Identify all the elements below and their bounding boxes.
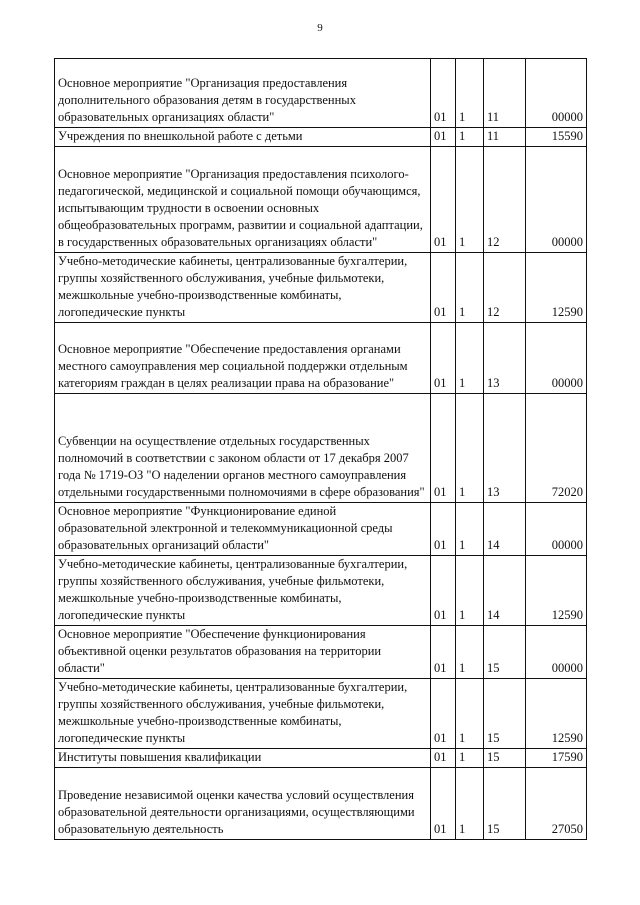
table-row (55, 253, 587, 323)
code-cell: 14 (484, 556, 526, 626)
row-name-cell: Основное мероприятие "Обеспечение функционирования объективной оценки результатов образования на территории области" (55, 626, 431, 679)
code-cell: 1 (456, 749, 484, 768)
table-row (55, 128, 587, 147)
code-cell: 01 (431, 59, 456, 128)
code-cell: 15 (484, 626, 526, 679)
code-cell: 1 (456, 768, 484, 840)
code-cell: 01 (431, 147, 456, 253)
table-row (55, 749, 587, 768)
code-cell: 72020 (526, 394, 587, 503)
code-cell: 01 (431, 679, 456, 749)
code-cell: 1 (456, 394, 484, 503)
table-row (55, 503, 587, 556)
code-cell: 1 (456, 147, 484, 253)
row-name-cell: Учебно-методические кабинеты, централизованные бухгалтерии, группы хозяйственного обслуживания, учебные фильмотеки, межшкольные учебно-производственные комбинаты, логопедические пункты (55, 679, 431, 749)
code-cell: 14 (484, 503, 526, 556)
row-name-cell: Институты повышения квалификации (55, 749, 431, 768)
code-cell: 11 (484, 128, 526, 147)
code-cell: 01 (431, 253, 456, 323)
code-cell: 00000 (526, 147, 587, 253)
code-cell: 01 (431, 503, 456, 556)
row-name-cell: Основное мероприятие "Организация предоставления психолого-педагогической, медицинской и социальной помощи обучающимся, испытывающим трудности в освоении основных общеобразовательных программ, развитии и социальной адаптации, в государственных образовательных организациях области" (55, 147, 431, 253)
row-name-cell: Субвенции на осуществление отдельных государственных полномочий в соответствии с законом области от 17 декабря 2007 года № 1719-ОЗ "О наделении органов местного самоуправления отдельными государственными полномочиями в сфере образования" (55, 394, 431, 503)
code-cell: 12 (484, 147, 526, 253)
row-name-cell: Учреждения по внешкольной работе с детьми (55, 128, 431, 147)
code-cell: 17590 (526, 749, 587, 768)
table-row (55, 626, 587, 679)
row-name-cell: Основное мероприятие "Функционирование единой образовательной электронной и телекоммуникационной среды образовательных организаций области" (55, 503, 431, 556)
row-name-cell: Учебно-методические кабинеты, централизованные бухгалтерии, группы хозяйственного обслуживания, учебные фильмотеки, межшкольные учебно-производственные комбинаты, логопедические пункты (55, 253, 431, 323)
table-row (55, 556, 587, 626)
code-cell: 12 (484, 253, 526, 323)
code-cell: 00000 (526, 323, 587, 394)
row-name-cell: Учебно-методические кабинеты, централизованные бухгалтерии, группы хозяйственного обслуживания, учебные фильмотеки, межшкольные учебно-производственные комбинаты, логопедические пункты (55, 556, 431, 626)
code-cell: 11 (484, 59, 526, 128)
row-name-cell: Проведение независимой оценки качества условий осуществления образовательной деятельности организациями, осуществляющими образовательную деятельность (55, 768, 431, 840)
code-cell: 12590 (526, 253, 587, 323)
code-cell: 1 (456, 59, 484, 128)
code-cell: 01 (431, 556, 456, 626)
code-cell: 01 (431, 323, 456, 394)
code-cell: 01 (431, 394, 456, 503)
code-cell: 1 (456, 253, 484, 323)
table-row (55, 323, 587, 394)
code-cell: 12590 (526, 679, 587, 749)
row-name-cell: Основное мероприятие "Обеспечение предоставления органами местного самоуправления мер социальной поддержки отдельным категориям граждан в целях реализации права на образование" (55, 323, 431, 394)
code-cell: 15 (484, 749, 526, 768)
code-cell: 01 (431, 749, 456, 768)
code-cell: 1 (456, 323, 484, 394)
code-cell: 12590 (526, 556, 587, 626)
code-cell: 1 (456, 503, 484, 556)
row-name-cell: Основное мероприятие "Организация предоставления дополнительного образования детям в государственных образовательных организациях области" (55, 59, 431, 128)
code-cell: 00000 (526, 503, 587, 556)
table-row (55, 59, 587, 128)
budget-table (54, 58, 587, 840)
code-cell: 13 (484, 323, 526, 394)
table-row (55, 768, 587, 840)
page-number: 9 (317, 22, 323, 34)
code-cell: 01 (431, 626, 456, 679)
table-row (55, 147, 587, 253)
code-cell: 1 (456, 128, 484, 147)
code-cell: 1 (456, 556, 484, 626)
table-row (55, 679, 587, 749)
code-cell: 15 (484, 679, 526, 749)
code-cell: 13 (484, 394, 526, 503)
code-cell: 01 (431, 768, 456, 840)
code-cell: 00000 (526, 59, 587, 128)
code-cell: 01 (431, 128, 456, 147)
table-row (55, 394, 587, 503)
code-cell: 15590 (526, 128, 587, 147)
code-cell: 00000 (526, 626, 587, 679)
code-cell: 27050 (526, 768, 587, 840)
code-cell: 1 (456, 679, 484, 749)
code-cell: 15 (484, 768, 526, 840)
code-cell: 1 (456, 626, 484, 679)
